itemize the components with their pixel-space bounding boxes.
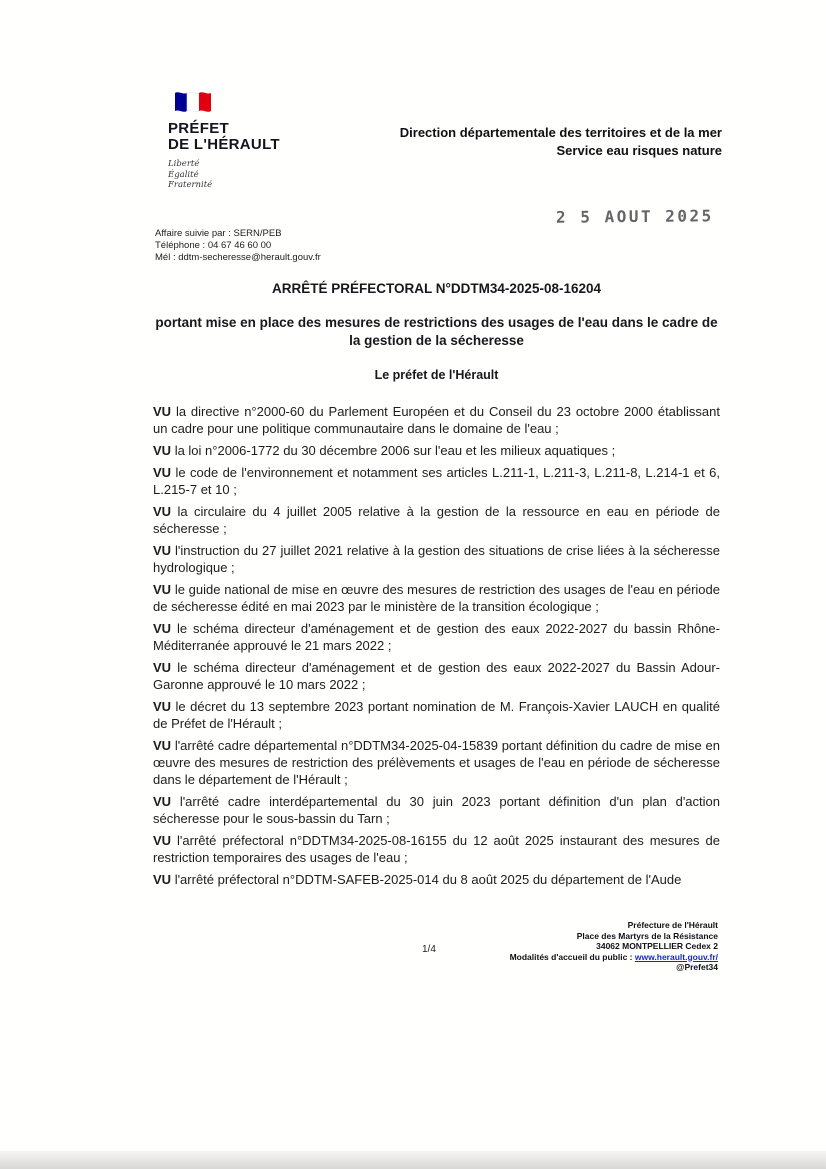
vu-paragraph (153, 464, 720, 498)
logo-title-line2: DE L'HÉRAULT (168, 136, 280, 153)
vu-text: la directive n°2000-60 du Parlement Européen et du Conseil du 23 octobre 2000 établissant un cadre pour une politique communautaire dans le domaine de l'eau ; (153, 404, 720, 436)
vu-keyword: VU (153, 699, 172, 714)
document-author: Le préfet de l'Hérault (374, 368, 499, 382)
vu-paragraph (153, 542, 720, 576)
logo-title-line1: PRÉFET (168, 120, 229, 137)
vu-text: le décret du 13 septembre 2023 portant nomination de M. François-Xavier LAUCH en qualité de Préfet de l'Hérault ; (153, 699, 720, 731)
department-service-block (400, 124, 722, 160)
document-title: ARRÊTÉ PRÉFECTORAL N°DDTM34-2025-08-16204 (272, 281, 601, 296)
vu-paragraph (153, 871, 720, 888)
page-number: 1/4 (422, 944, 436, 955)
contact-affaire: Affaire suivie par : SERN/PEB (155, 228, 282, 239)
date-stamp: 2 5 AOUT 2025 (555, 206, 714, 227)
vu-text: la loi n°2006-1772 du 30 décembre 2006 sur l'eau et les milieux aquatiques ; (174, 443, 616, 458)
vu-keyword: VU (153, 582, 172, 597)
vu-text: l'arrêté préfectoral n°DDTM34-2025-08-16155 du 12 août 2025 instaurant des mesures de restriction temporaires des usages de l'eau ; (153, 833, 720, 865)
contact-telephone: Téléphone : 04 67 46 60 00 (155, 240, 272, 251)
footer-address-block (510, 920, 718, 973)
vu-keyword: VU (153, 621, 172, 636)
vu-paragraph (153, 659, 720, 693)
vu-paragraph (153, 581, 720, 615)
vu-paragraph (153, 793, 720, 827)
scan-edge-artifact (0, 1151, 826, 1169)
document-body (153, 403, 720, 893)
vu-paragraph (153, 698, 720, 732)
vu-keyword: VU (153, 504, 172, 519)
contact-email: Mél : ddtm-secheresse@herault.gouv.fr (155, 252, 321, 263)
motto-egalite: Égalité (168, 169, 199, 180)
french-flag-icon (170, 90, 216, 116)
vu-keyword: VU (153, 543, 172, 558)
vu-text: le schéma directeur d'aménagement et de gestion des eaux 2022-2027 du Bassin Adour-Garonne approuvé le 10 mars 2022 ; (153, 660, 720, 692)
vu-paragraph (153, 442, 720, 459)
vu-keyword: VU (153, 794, 172, 809)
vu-text: la circulaire du 4 juillet 2005 relative à la gestion de la ressource en eau en période de sécheresse ; (153, 504, 720, 536)
vu-keyword: VU (153, 833, 172, 848)
vu-text: le guide national de mise en œuvre des mesures de restriction des usages de l'eau en période de sécheresse édité en mai 2023 par le ministère de la transition écologique ; (153, 582, 720, 614)
vu-paragraph (153, 737, 720, 788)
footer-public-access (510, 952, 718, 963)
department-line2: Service eau risques nature (556, 143, 722, 158)
department-line1: Direction départementale des territoires et de la mer (399, 125, 722, 140)
vu-keyword: VU (153, 404, 172, 419)
vu-text: le schéma directeur d'aménagement et de gestion des eaux 2022-2027 du bassin Rhône-Méditerranée approuvé le 21 mars 2022 ; (153, 621, 720, 653)
logo-motto (168, 159, 280, 191)
footer-access-label: Modalités d'accueil du public : (509, 951, 635, 962)
vu-keyword: VU (153, 872, 172, 887)
vu-paragraph (153, 503, 720, 537)
vu-paragraph (153, 403, 720, 437)
motto-liberte: Liberté (168, 159, 200, 169)
footer-street: Place des Martyrs de la Résistance (576, 930, 718, 941)
vu-text: l'arrêté cadre départemental n°DDTM34-2025-04-15839 portant définition du cadre de mise en œuvre des mesures de restriction des prélèvements et usages de l'eau en période de sécheresse dans le département de l'Hérault ; (153, 738, 720, 787)
vu-text: le code de l'environnement et notamment ses articles L.211-1, L.211-3, L.211-8, L.214-1 et 6, L.215-7 et 10 ; (153, 465, 720, 497)
footer-social-handle: @Prefet34 (676, 962, 718, 972)
footer-website-link[interactable]: www.herault.gouv.fr/ (634, 951, 718, 962)
vu-text: l'instruction du 27 juillet 2021 relative à la gestion des situations de crise liées à la sécheresse hydrologique ; (153, 543, 720, 575)
vu-text: l'arrêté préfectoral n°DDTM-SAFEB-2025-014 du 8 août 2025 du département de l'Aude (174, 872, 682, 887)
vu-paragraph (153, 620, 720, 654)
prefecture-logo (168, 90, 280, 191)
vu-paragraph (153, 832, 720, 866)
footer-city: 34062 MONTPELLIER Cedex 2 (596, 941, 718, 951)
vu-keyword: VU (153, 465, 172, 480)
document-subtitle: portant mise en place des mesures de restrictions des usages de l'eau dans le cadre de la gestion de la sécheresse (155, 315, 718, 348)
vu-keyword: VU (153, 660, 172, 675)
vu-text: l'arrêté cadre interdépartemental du 30 juin 2023 portant définition d'un plan d'action sécheresse pour le sous-bassin du Tarn ; (153, 794, 720, 826)
motto-fraternite: Fraternité (168, 180, 213, 190)
vu-keyword: VU (153, 738, 172, 753)
footer-prefecture: Préfecture de l'Hérault (627, 920, 718, 930)
vu-keyword: VU (153, 443, 172, 458)
contact-block (155, 228, 321, 264)
